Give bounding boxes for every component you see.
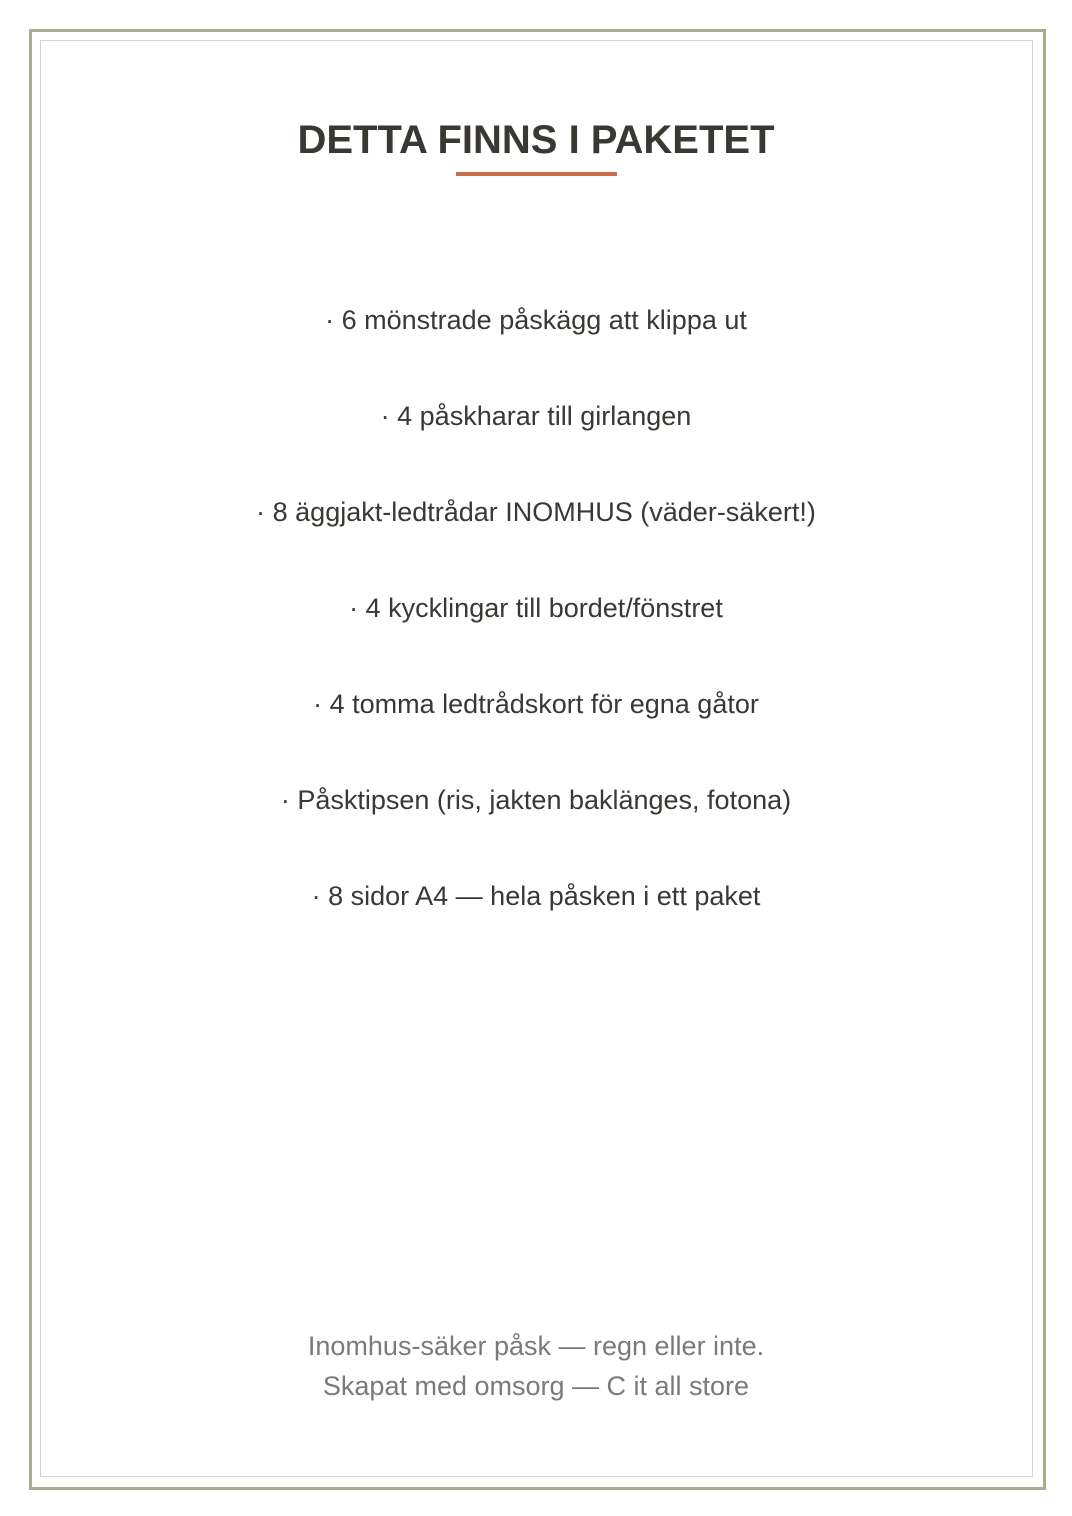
contents-list	[0, 296, 1072, 968]
list-item: · 6 mönstrade påskägg att klippa ut	[325, 305, 747, 335]
footer-credit: Skapat med omsorg — C it all store	[322, 1371, 750, 1401]
list-item: · Påsktipsen (ris, jakten baklänges, fotona)	[280, 785, 792, 815]
footer	[0, 1326, 1072, 1406]
list-item: · 4 tomma ledtrådskort för egna gåtor	[313, 689, 759, 719]
footer-tagline: Inomhus-säker påsk — regn eller inte.	[307, 1331, 765, 1361]
list-item: · 8 äggjakt-ledtrådar INOMHUS (väder-säkert!)	[256, 497, 816, 527]
title-underline	[456, 172, 617, 176]
list-item: · 4 påskharar till girlangen	[380, 401, 692, 431]
list-item: · 4 kycklingar till bordet/fönstret	[349, 593, 723, 623]
page-title: DETTA FINNS I PAKETET	[297, 118, 775, 162]
list-item: · 8 sidor A4 — hela påsken i ett paket	[311, 881, 761, 911]
